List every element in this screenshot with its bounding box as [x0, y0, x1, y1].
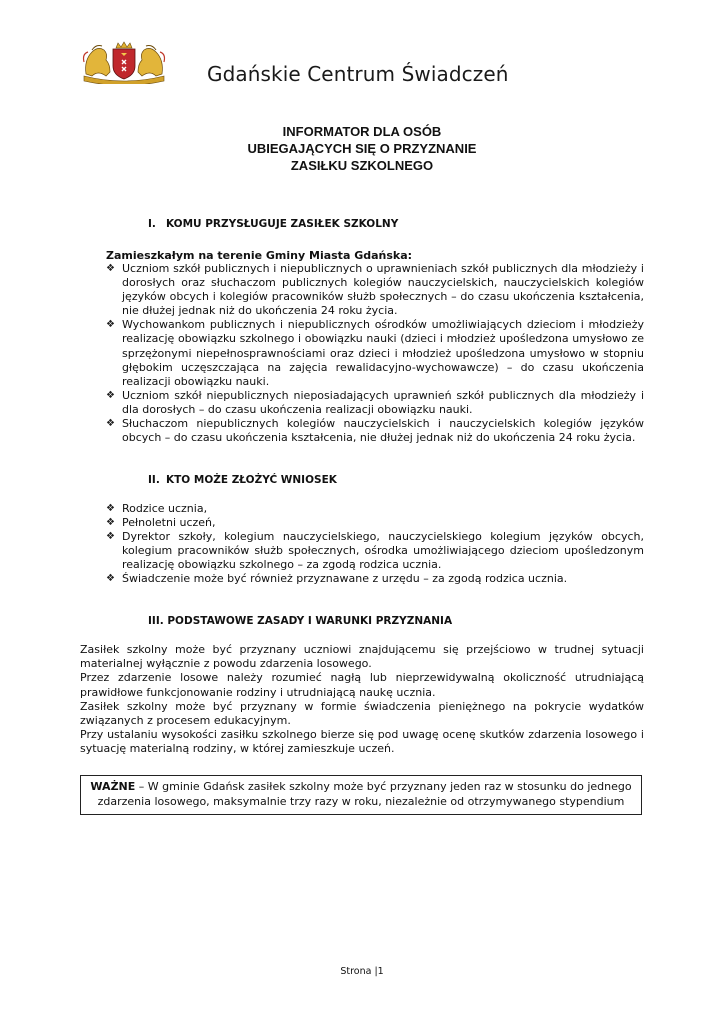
list-item-text: Dyrektor szkoły, kolegium nauczycielskiego, nauczycielskiego kolegium języków obcych, kolegium pracowników służb społecznych, ośrodka umożliwiającego dzieciom upośledzonym realizację obowiązku szkolnego – za zgodą rodzica ucznia.	[122, 530, 644, 572]
paragraph: Przy ustalaniu wysokości zasiłku szkolnego bierze się pod uwagę ocenę skutków zdarzenia losowego i sytuację materialną rodziny, w której zamieszkuje uczeń.	[80, 728, 644, 756]
page-number: Strona |1	[340, 966, 384, 977]
section-3-body	[80, 643, 644, 757]
list-item	[106, 572, 644, 586]
list-item-text: Słuchaczom niepublicznych kolegiów nauczycielskich i nauczycielskich kolegiów języków obcych – do czasu ukończenia kształcenia, nie dłużej jednak niż do ukończenia 24 roku życia.	[122, 417, 644, 445]
section-2-heading	[148, 474, 337, 486]
section-3-heading: III. PODSTAWOWE ZASADY I WARUNKI PRZYZNANIA	[148, 615, 453, 627]
section-1-list	[106, 262, 644, 445]
document-title	[0, 123, 724, 174]
list-item-text: Wychowankom publicznych i niepublicznych ośrodków umożliwiających dzieciom i młodzieży realizację obowiązku szkolnego i obowiązku nauki (dzieci i młodzież upośledzona umysłowo ze sprzężonymi niepełnosprawnościami oraz dzieci i młodzież upośledzona umysłowo w stopniu głębokim uczęszczająca na zajęcia rewalidacyjno-wychowawcze) – do czasu ukończenia realizacji obowiązku nauki.	[122, 318, 644, 388]
gdansk-coat-of-arms-icon	[80, 40, 168, 84]
list-item-text: Świadczenie może być również przyznawane z urzędu – za zgodą rodzica ucznia.	[122, 572, 568, 586]
notice-text: – W gminie Gdańsk zasiłek szkolny może być przyznany jeden raz w stosunku do jednego zdarzenia losowego, maksymalnie trzy razy w roku, niezależnie od otrzymywanego stypendium	[97, 780, 632, 808]
list-item	[106, 530, 644, 572]
section-1-number: I.	[148, 218, 156, 230]
list-item	[106, 389, 644, 417]
section-1-heading	[148, 218, 398, 230]
list-item	[106, 417, 644, 445]
section-1-intro: Zamieszkałym na terenie Gminy Miasta Gdańska:	[106, 249, 413, 262]
organization-name: Gdańskie Centrum Świadczeń	[207, 62, 509, 86]
section-2-number: II.	[148, 474, 160, 486]
list-item-text: Rodzice ucznia,	[122, 502, 208, 515]
title-line: UBIEGAJĄCYCH SIĘ O PRZYZNANIE	[247, 141, 477, 156]
bullet-icon: ❖	[106, 418, 115, 430]
list-item	[106, 502, 644, 516]
title-line: ZASIŁKU SZKOLNEGO	[290, 158, 434, 173]
section-2-title: KTO MOŻE ZŁOŻYĆ WNIOSEK	[166, 474, 337, 486]
bullet-icon: ❖	[106, 263, 115, 274]
notice-label: WAŻNE	[90, 780, 136, 793]
section-1-title: KOMU PRZYSŁUGUJE ZASIŁEK SZKOLNY	[166, 218, 399, 230]
bullet-icon: ❖	[106, 389, 115, 401]
paragraph: Zasiłek szkolny może być przyznany uczniowi znajdującemu się przejściowo w trudnej sytuacji materialnej wyłącznie z powodu zdarzenia losowego.	[80, 643, 644, 671]
list-item	[106, 516, 644, 530]
section-2-list	[106, 502, 644, 587]
bullet-icon: ❖	[106, 503, 115, 514]
bullet-icon: ❖	[106, 517, 115, 529]
paragraph: Przez zdarzenie losowe należy rozumieć nagłą lub nieprzewidywalną okoliczność utrudniającą prawidłowe funkcjonowanie rodziny i utrudniającą naukę ucznia.	[80, 671, 644, 699]
bullet-icon: ❖	[106, 319, 115, 331]
list-item-text: Pełnoletni uczeń,	[122, 516, 216, 530]
important-notice-box	[80, 775, 642, 815]
list-item	[106, 262, 644, 318]
paragraph: Zasiłek szkolny może być przyznany w formie świadczenia pieniężnego na pokrycie wydatków związanych z procesem edukacyjnym.	[80, 699, 644, 728]
bullet-icon: ❖	[106, 573, 115, 585]
bullet-icon: ❖	[106, 531, 115, 543]
list-item-text: Uczniom szkół publicznych i niepublicznych o uprawnieniach szkół publicznych dla młodzieży i dorosłych oraz słuchaczom publicznych kolegiów nauczycielskich, nauczycielskich kolegiów języków obcych i kolegiów pracowników służb społecznych – do czasu ukończenia kształcenia, nie dłużej jednak niż do ukończenia 24 roku życia.	[122, 262, 644, 318]
list-item	[106, 318, 644, 388]
list-item-text: Uczniom szkół niepublicznych nieposiadających uprawnień szkół publicznych dla młodzieży i dla dorosłych – do czasu ukończenia realizacji obowiązku nauki.	[122, 388, 644, 416]
title-line: INFORMATOR DLA OSÓB	[282, 124, 442, 139]
